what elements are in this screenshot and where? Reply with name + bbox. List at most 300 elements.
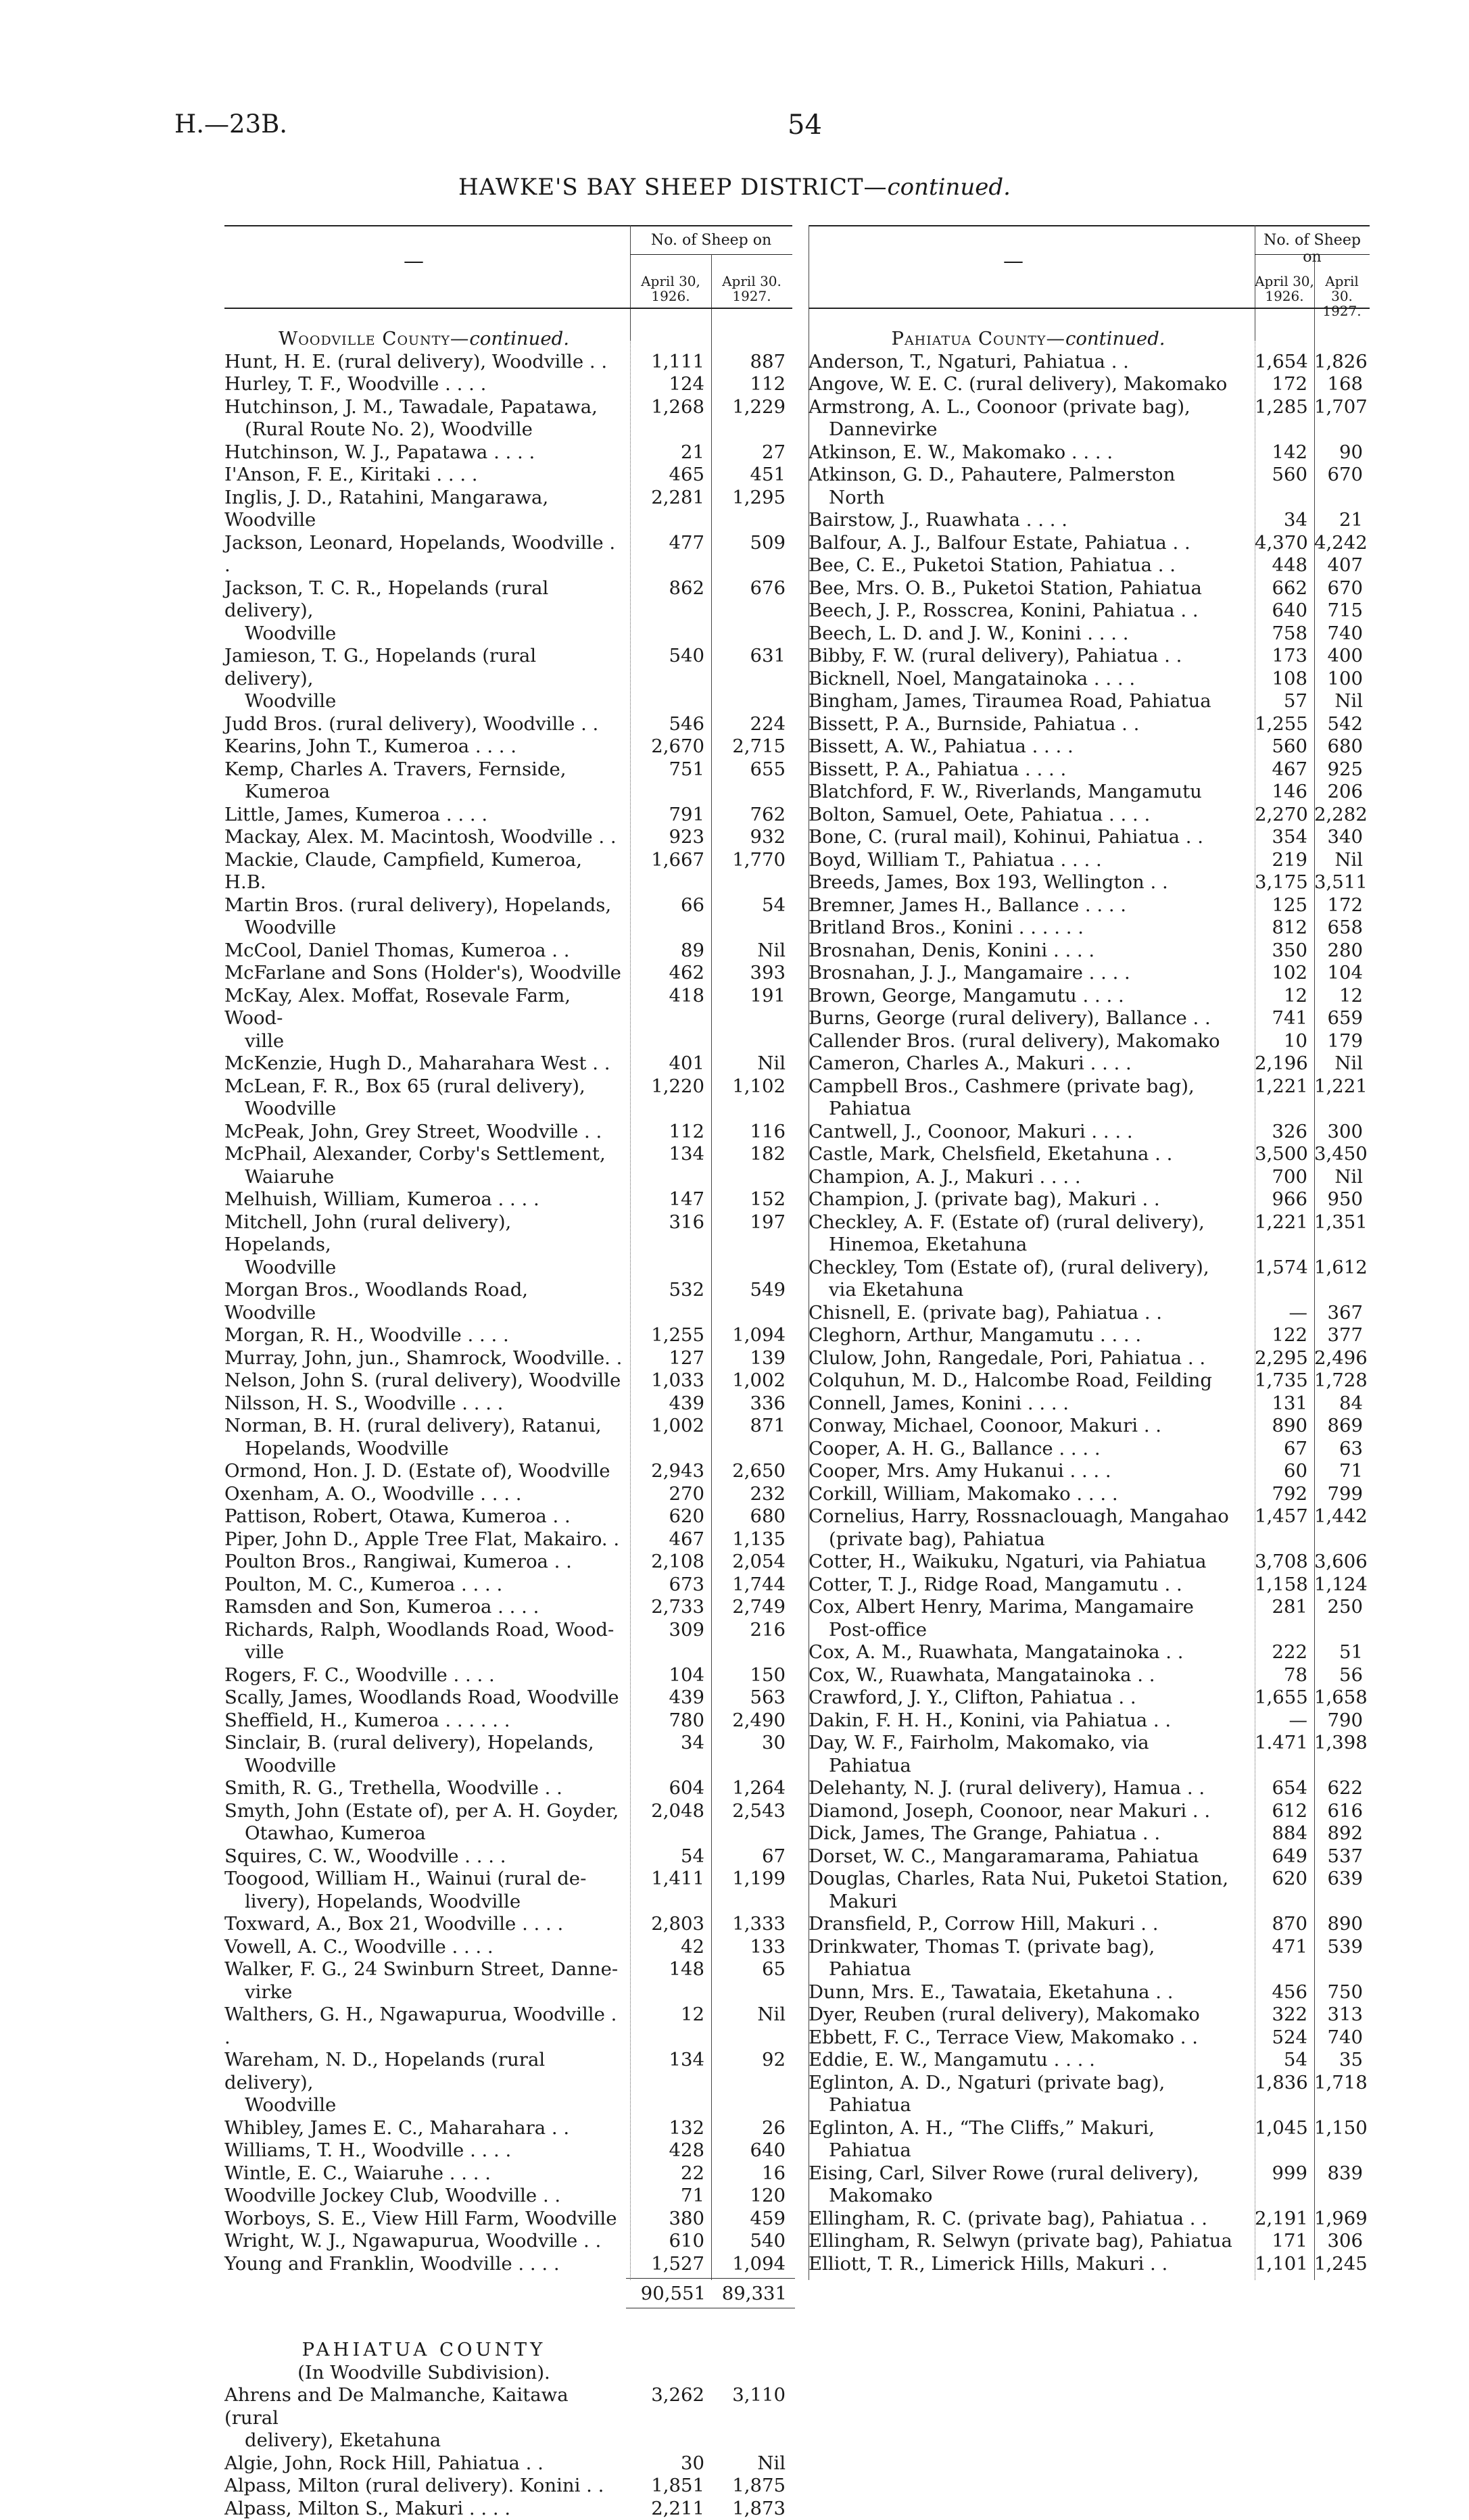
sheep-1926: 448	[1255, 554, 1307, 577]
table-row	[224, 1551, 792, 1574]
entry-name	[809, 1188, 1248, 1211]
sheep-1926: 524	[1255, 2027, 1307, 2050]
table-row	[809, 1800, 1370, 1823]
sheep-1926: 21	[630, 441, 704, 464]
entry-name-continuation: Woodville	[224, 1257, 623, 1280]
entry-name	[809, 1392, 1248, 1415]
sheep-1926: 2,733	[630, 1596, 704, 1619]
sheep-1926: 2,281	[630, 487, 704, 510]
entry-name	[224, 1052, 623, 1075]
entry-name-line: McKay, Alex. Moffat, Rosevale Farm, Wood-	[224, 985, 623, 1030]
sheep-1926: 462	[630, 962, 704, 985]
sheep-1927: Nil	[1314, 690, 1363, 713]
sheep-1927: 104	[1314, 962, 1363, 985]
sheep-1926: 1,667	[630, 849, 704, 872]
entry-name	[809, 735, 1248, 758]
entry-name-line: Dakin, F. H. H., Konini, via Pahiatua . .	[809, 1710, 1248, 1732]
entry-name-line: Chisnell, E. (private bag), Pahiatua . .	[809, 1302, 1248, 1325]
sheep-1926: 1,033	[630, 1370, 704, 1392]
entry-name	[809, 1460, 1248, 1483]
entry-name	[809, 781, 1248, 804]
entry-name-line: Cameron, Charles A., Makuri . . . .	[809, 1052, 1248, 1075]
sheep-1927: 639	[1314, 1868, 1363, 1891]
entry-name-continuation: Pahiatua	[809, 1098, 1248, 1121]
sheep-1926: 1,411	[630, 1868, 704, 1891]
entry-name	[224, 1075, 623, 1121]
entry-name	[809, 668, 1248, 691]
table-row	[809, 962, 1370, 985]
entry-name	[224, 2452, 623, 2475]
entry-name	[224, 2139, 623, 2162]
table-row	[809, 781, 1370, 804]
table-row	[224, 2475, 792, 2498]
entry-name	[809, 1732, 1248, 1777]
sheep-1927: 306	[1314, 2230, 1363, 2253]
sheep-1927: 670	[1314, 464, 1363, 487]
entry-name-line: McPeak, John, Grey Street, Woodville . .	[224, 1121, 623, 1144]
sheep-1926: 780	[630, 1710, 704, 1732]
entry-name-line: Bicknell, Noel, Mangatainoka . . . .	[809, 668, 1248, 691]
sheep-1927: 1,002	[711, 1370, 786, 1392]
sheep-1927: 790	[1314, 1710, 1363, 1732]
sheep-1927: 67	[711, 1845, 786, 1868]
entry-name-line: Bissett, P. A., Burnside, Pahiatua . .	[809, 713, 1248, 736]
sheep-1926: 2,943	[630, 1460, 704, 1483]
table-row	[809, 2117, 1370, 2162]
table-row	[809, 509, 1370, 532]
table-row	[809, 1415, 1370, 1438]
right-table	[809, 225, 1370, 2280]
county-continued-label	[809, 328, 1248, 351]
entry-name	[809, 1687, 1248, 1710]
table-row	[224, 2049, 792, 2117]
sheep-1927: 1,221	[1314, 1075, 1363, 1098]
sheep-1926: 1,654	[1255, 351, 1307, 374]
table-row	[809, 1188, 1370, 1211]
entry-name	[224, 532, 623, 577]
entry-name-line: Checkley, Tom (Estate of), (rural delivery),	[809, 1257, 1248, 1280]
table-row	[809, 917, 1370, 940]
table-row	[809, 2049, 1370, 2072]
entry-name-line: Balfour, A. J., Balfour Estate, Pahiatua . .	[809, 532, 1248, 555]
table-row	[809, 464, 1370, 509]
entry-name-continuation: Kumeroa	[224, 781, 623, 804]
table-row	[809, 1913, 1370, 1936]
sheep-1926: 10	[1255, 1030, 1307, 1053]
sheep-1926: 222	[1255, 1641, 1307, 1664]
entry-name	[224, 1664, 623, 1687]
entry-name-line: McFarlane and Sons (Holder's), Woodville	[224, 962, 623, 985]
entry-name	[224, 1845, 623, 1868]
sheep-1927: 116	[711, 1121, 786, 1144]
entry-name-line: Nilsson, H. S., Woodville . . . .	[224, 1392, 623, 1415]
entry-name	[809, 894, 1248, 917]
table-row	[809, 1710, 1370, 1732]
sheep-1927: 112	[711, 373, 786, 396]
entry-name-line: Hutchinson, W. J., Papatawa . . . .	[224, 441, 623, 464]
sheep-1927: 622	[1314, 1777, 1363, 1800]
entry-name	[809, 441, 1248, 464]
col-1927-header	[1314, 274, 1370, 318]
sheep-1926: 2,211	[630, 2498, 704, 2520]
entry-name-line: Young and Franklin, Woodville . . . .	[224, 2253, 623, 2276]
table-row	[224, 1143, 792, 1188]
sheep-1927: 2,282	[1314, 804, 1363, 827]
entry-name	[809, 917, 1248, 940]
entry-name-line: Walker, F. G., 24 Swinburn Street, Danne-	[224, 1958, 623, 1981]
entry-name-line: Ramsden and Son, Kumeroa . . . .	[224, 1596, 623, 1619]
table-row	[809, 2162, 1370, 2208]
sheep-1926: 1,255	[1255, 713, 1307, 736]
table-row	[224, 1415, 792, 1460]
sheep-1927: 2,496	[1314, 1347, 1363, 1370]
entry-name	[224, 1347, 623, 1370]
entry-name	[224, 2004, 623, 2049]
entry-name-line: Eising, Carl, Silver Rowe (rural delivery),	[809, 2162, 1248, 2185]
entry-name-line: Dunn, Mrs. E., Tawataia, Eketahuna . .	[809, 1981, 1248, 2004]
entry-name-line: Kemp, Charles A. Travers, Fernside,	[224, 758, 623, 781]
table-row	[224, 1958, 792, 2004]
entry-name-line: Alpass, Milton S., Makuri . . . .	[224, 2498, 623, 2520]
col-1926-line2: 1926.	[630, 289, 711, 304]
sheep-1927: 280	[1314, 940, 1363, 963]
entry-name-line: Sinclair, B. (rural delivery), Hopelands,	[224, 1732, 623, 1755]
sheep-1926: 428	[630, 2139, 704, 2162]
entry-name-line: Eglinton, A. H., “The Cliffs,” Makuri,	[809, 2117, 1248, 2140]
sheep-1927: 26	[711, 2117, 786, 2140]
table-row	[809, 1777, 1370, 1800]
entry-name-line: Walthers, G. H., Ngawapurua, Woodville . .	[224, 2004, 623, 2049]
sheep-1927: 224	[711, 713, 786, 736]
sheep-1927: 393	[711, 962, 786, 985]
table-row	[224, 1279, 792, 1324]
table-row	[809, 1596, 1370, 1641]
sheep-1927: 313	[1314, 2004, 1363, 2027]
col-1926-header	[630, 274, 711, 304]
table-row	[224, 2117, 792, 2140]
sheep-1927: 680	[711, 1505, 786, 1528]
entry-name	[809, 1370, 1248, 1392]
entry-name	[224, 1392, 623, 1415]
entry-name	[224, 1800, 623, 1845]
table-row	[224, 441, 792, 464]
total-row	[224, 2281, 792, 2312]
header-bottom-rule	[224, 308, 792, 309]
entry-name	[809, 1800, 1248, 1823]
sheep-1927: 563	[711, 1687, 786, 1710]
sheep-1927: 179	[1314, 1030, 1363, 1053]
sheep-1927: 139	[711, 1347, 786, 1370]
entry-name	[224, 1528, 623, 1551]
sheep-1926: 2,295	[1255, 1347, 1307, 1370]
table-row	[224, 2208, 792, 2231]
entry-name-line: Toogood, William H., Wainui (rural de-	[224, 1868, 623, 1891]
sheep-1927: 1,658	[1314, 1687, 1363, 1710]
section-label	[809, 328, 1370, 351]
entry-name-continuation: Otawhao, Kumeroa	[224, 1822, 623, 1845]
entry-name	[224, 2208, 623, 2231]
entry-name-line: Martin Bros. (rural delivery), Hopelands,	[224, 894, 623, 917]
sheep-1927: 216	[711, 1619, 786, 1642]
entry-name	[809, 1868, 1248, 1913]
sheep-1926: 66	[630, 894, 704, 917]
entry-name-line: Colquhun, M. D., Halcombe Road, Feilding	[809, 1370, 1248, 1392]
entry-name-line: Mackie, Claude, Campfield, Kumeroa, H.B.	[224, 849, 623, 894]
entry-name	[809, 2004, 1248, 2027]
table-row	[809, 1551, 1370, 1574]
entry-name-line: Bee, Mrs. O. B., Puketoi Station, Pahiatua	[809, 577, 1248, 600]
entry-name	[809, 2117, 1248, 2162]
entry-name	[809, 645, 1248, 668]
sheep-1927: 336	[711, 1392, 786, 1415]
entry-name-line: McLean, F. R., Box 65 (rural delivery),	[224, 1075, 623, 1098]
entry-name	[809, 577, 1248, 600]
sheep-1926: 134	[630, 2049, 704, 2072]
sheep-1926: 132	[630, 2117, 704, 2140]
table-row	[224, 1777, 792, 1800]
table-row	[809, 2004, 1370, 2027]
table-row	[224, 1075, 792, 1121]
col-1927-line2: 1927.	[1314, 304, 1370, 318]
entry-name	[224, 1370, 623, 1392]
sheep-1926: 439	[630, 1392, 704, 1415]
sheep-1927: 631	[711, 645, 786, 668]
sheep-1927: 1,969	[1314, 2208, 1363, 2231]
sheep-1927: Nil	[711, 1052, 786, 1075]
entry-name	[224, 962, 623, 985]
sheep-1927: 539	[1314, 1936, 1363, 1959]
entry-name-line: Bissett, A. W., Pahiatua . . . .	[809, 735, 1248, 758]
sheep-1926: 654	[1255, 1777, 1307, 1800]
sheep-1926: 418	[630, 985, 704, 1008]
entry-name	[224, 2185, 623, 2208]
table-row	[809, 2027, 1370, 2050]
entry-name	[224, 1936, 623, 1959]
entry-name	[809, 623, 1248, 646]
sheep-1926: 134	[630, 1143, 704, 1166]
entry-name-line: Poulton Bros., Rangiwai, Kumeroa . .	[224, 1551, 623, 1574]
entry-name-continuation: Makomako	[809, 2185, 1248, 2208]
entry-name	[809, 1324, 1248, 1347]
entry-name-line: Vowell, A. C., Woodville . . . .	[224, 1936, 623, 1959]
entry-name-continuation: Pahiatua	[809, 2094, 1248, 2117]
sheep-1927: 1,295	[711, 487, 786, 510]
entry-name	[809, 1777, 1248, 1800]
entry-name	[809, 2230, 1248, 2253]
entry-name-line: Hunt, H. E. (rural delivery), Woodville . .	[224, 351, 623, 374]
entry-name-line: Beech, J. P., Rosscrea, Konini, Pahiatua . .	[809, 600, 1248, 623]
sheep-1926: 456	[1255, 1981, 1307, 2004]
entry-name-line: Pattison, Robert, Otawa, Kumeroa . .	[224, 1505, 623, 1528]
entry-name	[224, 1483, 623, 1506]
entry-name-line: Hurley, T. F., Woodville . . . .	[224, 373, 623, 396]
sheep-1927: 152	[711, 1188, 786, 1211]
table-row	[809, 735, 1370, 758]
entry-name	[809, 1483, 1248, 1506]
table-row	[224, 464, 792, 487]
sheep-1926: 1,221	[1255, 1075, 1307, 1098]
entry-name	[809, 713, 1248, 736]
sheep-1926: 792	[1255, 1483, 1307, 1506]
sheep-1926: 546	[630, 713, 704, 736]
table-row	[809, 373, 1370, 396]
entry-name-line: Dyer, Reuben (rural delivery), Makomako	[809, 2004, 1248, 2027]
sheep-1927: 1,351	[1314, 1211, 1363, 1234]
table-row	[224, 894, 792, 940]
entry-name	[809, 2049, 1248, 2072]
table-row	[224, 1868, 792, 1913]
sheep-1927: 63	[1314, 1438, 1363, 1461]
sheep-1927: 2,749	[711, 1596, 786, 1619]
sheep-1927: 1,728	[1314, 1370, 1363, 1392]
entry-name	[809, 2027, 1248, 2050]
entry-name	[224, 373, 623, 396]
sheep-1927: Nil	[711, 940, 786, 963]
table-row	[809, 668, 1370, 691]
entry-name	[224, 464, 623, 487]
sheep-1926: 67	[1255, 1438, 1307, 1461]
table-row	[224, 2384, 792, 2452]
sheep-1927: Nil	[1314, 1166, 1363, 1189]
entry-name	[809, 1981, 1248, 2004]
sheep-1927: 90	[1314, 441, 1363, 464]
entry-name	[809, 1822, 1248, 1845]
entry-name	[224, 645, 623, 713]
sheep-1926: 604	[630, 1777, 704, 1800]
sheep-1926: 791	[630, 804, 704, 827]
entry-name-continuation: Post-office	[809, 1619, 1248, 1642]
table-top-rule	[809, 225, 1370, 226]
sheep-1927: 191	[711, 985, 786, 1008]
entry-name-line: Oxenham, A. O., Woodville . . . .	[224, 1483, 623, 1506]
sheep-1926: 2,108	[630, 1551, 704, 1574]
sheep-1926: 401	[630, 1052, 704, 1075]
entry-name-line: Williams, T. H., Woodville . . . .	[224, 2139, 623, 2162]
sheep-1926: 884	[1255, 1822, 1307, 1845]
sheep-1927: 1,102	[711, 1075, 786, 1098]
entry-name-continuation: Hinemoa, Eketahuna	[809, 1234, 1248, 1257]
entry-name	[224, 2162, 623, 2185]
sheep-1927: 92	[711, 2049, 786, 2072]
entry-name	[224, 2253, 623, 2276]
sheep-1926: 2,270	[1255, 804, 1307, 827]
sheep-1927: 400	[1314, 645, 1363, 668]
table-row	[809, 940, 1370, 963]
sheep-1927: 4,242	[1314, 532, 1363, 555]
entry-name-line: Melhuish, William, Kumeroa . . . .	[224, 1188, 623, 1211]
page-number: 54	[788, 110, 822, 141]
sheep-1926: 54	[1255, 2049, 1307, 2072]
col-1926-line1: April 30,	[1255, 274, 1314, 289]
entry-name	[224, 1687, 623, 1710]
sheep-1926: 131	[1255, 1392, 1307, 1415]
table-row	[809, 690, 1370, 713]
sheep-1926: 2,191	[1255, 2208, 1307, 2231]
entry-name-continuation: Makuri	[809, 1891, 1248, 1914]
sheep-1926: 1,735	[1255, 1370, 1307, 1392]
sheep-1926: 465	[630, 464, 704, 487]
table-row	[809, 1981, 1370, 2004]
table-row	[809, 1438, 1370, 1461]
sheep-1926: 1,221	[1255, 1211, 1307, 1234]
entry-name	[224, 1505, 623, 1528]
sheep-1926: 354	[1255, 826, 1307, 849]
entry-name-line: Bremner, James H., Ballance . . . .	[809, 894, 1248, 917]
county-continued-label	[224, 328, 623, 351]
entry-name-continuation: livery), Hopelands, Woodville	[224, 1891, 623, 1914]
table-row	[809, 1143, 1370, 1166]
sheep-1926: —	[1255, 1710, 1307, 1732]
sheep-1926: 2,670	[630, 735, 704, 758]
sheep-1927: 869	[1314, 1415, 1363, 1438]
entry-name-line: Anderson, T., Ngaturi, Pahiatua . .	[809, 351, 1248, 374]
table-row	[224, 1188, 792, 1211]
sheep-1926: 477	[630, 532, 704, 555]
entry-name-line: Campbell Bros., Cashmere (private bag),	[809, 1075, 1248, 1098]
table-row	[809, 532, 1370, 555]
entry-name-continuation: (Rural Route No. 2), Woodville	[224, 418, 623, 441]
entry-name-line: Ahrens and De Malmanche, Kaitawa (rural	[224, 2384, 623, 2429]
entry-name	[809, 509, 1248, 532]
table-row	[809, 1324, 1370, 1347]
entry-name-line: Morgan, R. H., Woodville . . . .	[224, 1324, 623, 1347]
sheep-1927: 676	[711, 577, 786, 600]
table-row	[809, 1664, 1370, 1687]
sheep-1927: 1,875	[711, 2475, 786, 2498]
page-title-main: HAWKE'S BAY SHEEP DISTRICT—	[458, 174, 888, 201]
table-row	[809, 1392, 1370, 1415]
entry-name	[809, 1415, 1248, 1438]
entry-name	[224, 758, 623, 804]
table-row	[224, 940, 792, 963]
entry-name-continuation: North	[809, 487, 1248, 510]
sheep-1926: 966	[1255, 1188, 1307, 1211]
sheep-1926: 751	[630, 758, 704, 781]
entry-name-continuation: Hopelands, Woodville	[224, 1438, 623, 1461]
sheep-1927: 133	[711, 1936, 786, 1959]
entry-name-line: Burns, George (rural delivery), Ballance . .	[809, 1007, 1248, 1030]
entry-name-line: Mitchell, John (rural delivery), Hopelands,	[224, 1211, 623, 1257]
table-row	[809, 1845, 1370, 1868]
entry-name	[809, 2208, 1248, 2231]
entry-name	[809, 849, 1248, 872]
table-row	[224, 2253, 792, 2276]
sheep-1927: 232	[711, 1483, 786, 1506]
sheep-1927: 887	[711, 351, 786, 374]
sheep-1926: 57	[1255, 690, 1307, 713]
entry-name-line: Squires, C. W., Woodville . . . .	[224, 1845, 623, 1868]
sheep-1927: 2,054	[711, 1551, 786, 1574]
sheep-1926: 1,836	[1255, 2072, 1307, 2095]
table-row	[809, 1505, 1370, 1551]
table-row	[224, 849, 792, 894]
sheep-1926: 1,457	[1255, 1505, 1307, 1528]
sheep-1926: 108	[1255, 668, 1307, 691]
table-row	[809, 713, 1370, 736]
name-column-dash: —	[1003, 249, 1024, 273]
sheep-1926: 700	[1255, 1166, 1307, 1189]
sheep-1926: 34	[1255, 509, 1307, 532]
table-row	[809, 2072, 1370, 2117]
sheep-1926: 270	[630, 1483, 704, 1506]
sheep-1927: 168	[1314, 373, 1363, 396]
entry-name	[224, 804, 623, 827]
entry-name-line: Kearins, John T., Kumeroa . . . .	[224, 735, 623, 758]
name-column-dash: —	[404, 249, 424, 273]
table-row	[224, 2162, 792, 2185]
entry-name	[809, 1438, 1248, 1461]
sheep-1927: 1,150	[1314, 2117, 1363, 2140]
